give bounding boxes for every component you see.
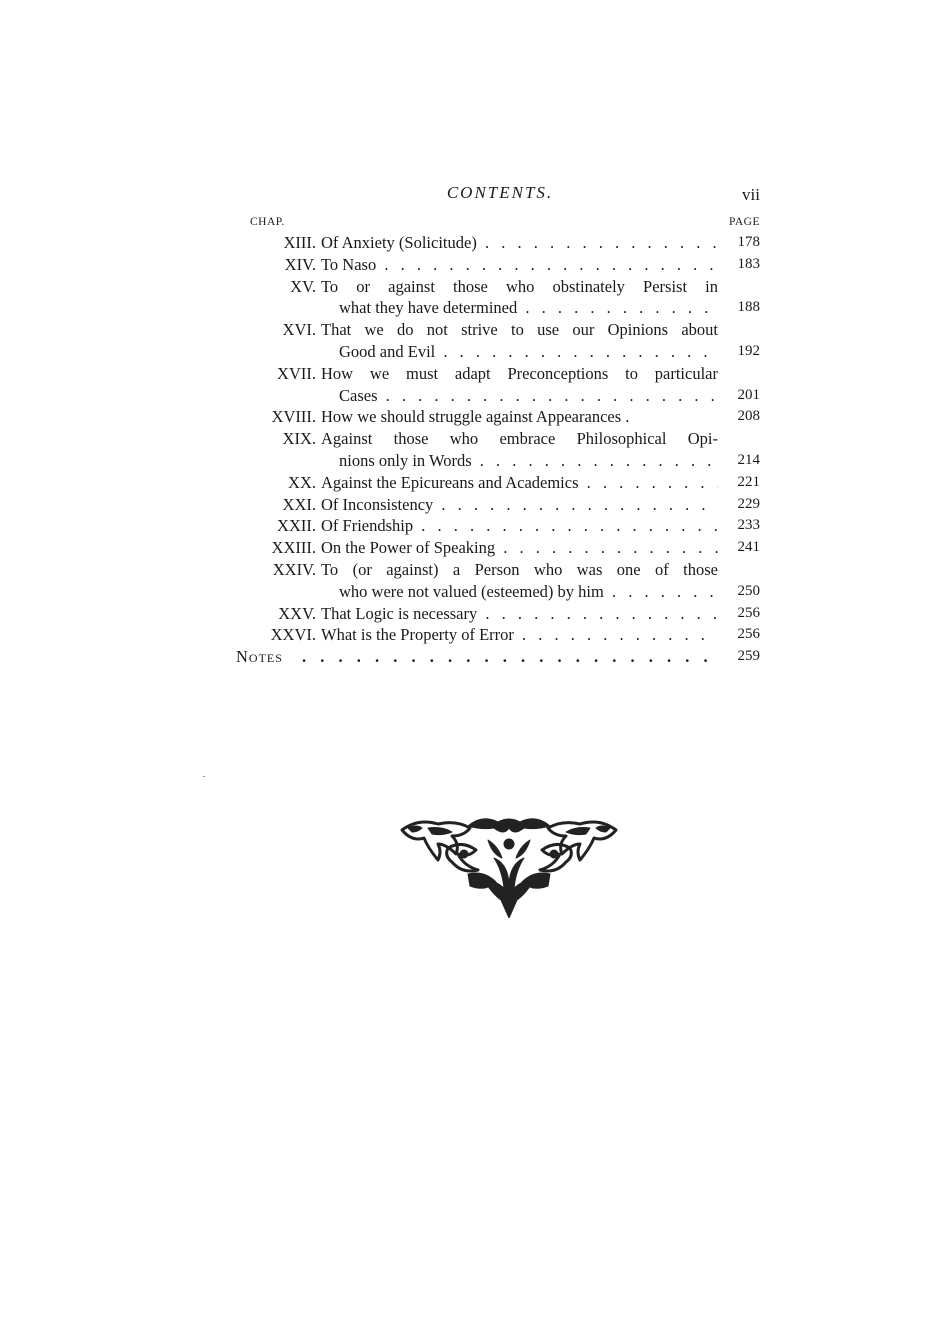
toc-entry-continuation [236,297,760,319]
toc-entry-continuation [236,385,760,407]
page-column-header: PAGE [729,216,760,228]
chapter-page: 233 [737,517,760,534]
chapter-title: That we do not strive to use our Opinions about [321,320,718,340]
chapter-title-continuation: what they have determined . . . [339,297,718,319]
chapter-title-continuation: who were not valued (esteemed) by him . . . [339,581,718,603]
page-number: vii [742,185,760,204]
chapter-title: Against the Epicureans and Academics . . . [321,472,718,494]
chapter-number: XXIV. [272,559,316,579]
chapter-title: On the Power of Speaking . . . [321,537,718,559]
chapter-title: Against those who embrace Philosophical Opi- [321,429,718,449]
notes-leader [302,646,718,668]
toc-entry [236,428,760,450]
chapter-title: To (or against) a Person who was one of those [321,559,718,579]
chapter-number: XIX. [282,429,316,449]
chapter-page: 229 [737,495,760,512]
page-title: CONTENTS. [446,183,554,202]
chapter-page: 256 [737,604,760,621]
toc-entry [236,515,760,537]
toc-entry [236,559,760,581]
toc-entry [236,494,760,516]
chapter-title-continuation: Cases . . . [339,385,718,407]
chapter-page: 192 [737,342,760,359]
chapter-number: XXV. [278,603,316,623]
chapter-number: XXII. [277,516,316,536]
chapter-title: To or against those who obstinately Persist in [321,276,718,296]
toc-entry [236,537,760,559]
chapter-page: 208 [737,408,760,425]
chapter-number: XVIII. [271,407,316,427]
print-speck [203,776,205,777]
chapter-title: To Naso . . . [321,254,718,276]
running-header [238,183,762,209]
chapter-number: XXVI. [270,625,316,645]
chapter-page: 256 [737,626,760,643]
chapter-page: 214 [737,451,760,468]
chapter-number: XVI. [282,320,316,340]
chapter-number: XXI. [282,494,316,514]
chapter-number: XIV. [284,254,316,274]
toc-entry-continuation [236,341,760,363]
toc-entry [236,363,760,385]
notes-label: Notes [236,647,283,667]
toc-entry-continuation [236,581,760,603]
toc-entry [236,276,760,298]
chap-column-header: CHAP. [250,216,285,228]
toc-entry [236,232,760,254]
column-headers [250,216,760,232]
chapter-title: Of Friendship . . . [321,515,718,537]
chapter-title: Of Inconsistency . . . [321,494,718,516]
chapter-number: XIII. [283,233,316,252]
chapter-number: XXIII. [271,538,316,558]
toc-entry [236,254,760,276]
toc-entry-continuation [236,450,760,472]
chapter-title-continuation: nions only in Words . . . [339,450,718,472]
chapter-page: 183 [737,255,760,272]
chapter-number: XVII. [277,363,316,383]
chapter-title: How we must adapt Preconceptions to particular [321,363,718,383]
chapter-title: Of Anxiety (Solicitude) . . . [321,232,718,254]
toc-entry [236,319,760,341]
toc-entry [236,472,760,494]
chapter-number: XX. [288,472,316,492]
toc-entry [236,624,760,646]
chapter-page: 201 [737,386,760,403]
chapter-page: 250 [737,582,760,599]
chapter-title-continuation: Good and Evil . . . [339,341,718,363]
toc-entry [236,603,760,625]
chapter-page: 188 [737,299,760,316]
toc-entry [236,406,760,428]
chapter-title: How we should struggle against Appearances . [321,407,630,427]
toc-entry-notes [236,646,760,668]
chapter-page: 178 [737,234,760,250]
chapter-title: What is the Property of Error . . . [321,624,718,646]
chapter-page: 221 [737,473,760,490]
notes-page: 259 [737,648,760,665]
chapter-number: XV. [290,276,316,296]
chapter-page: 241 [737,539,760,556]
chapter-title: That Logic is necessary . . . [321,603,718,625]
table-of-contents [236,232,760,668]
floral-tailpiece-ornament-icon [398,814,620,918]
